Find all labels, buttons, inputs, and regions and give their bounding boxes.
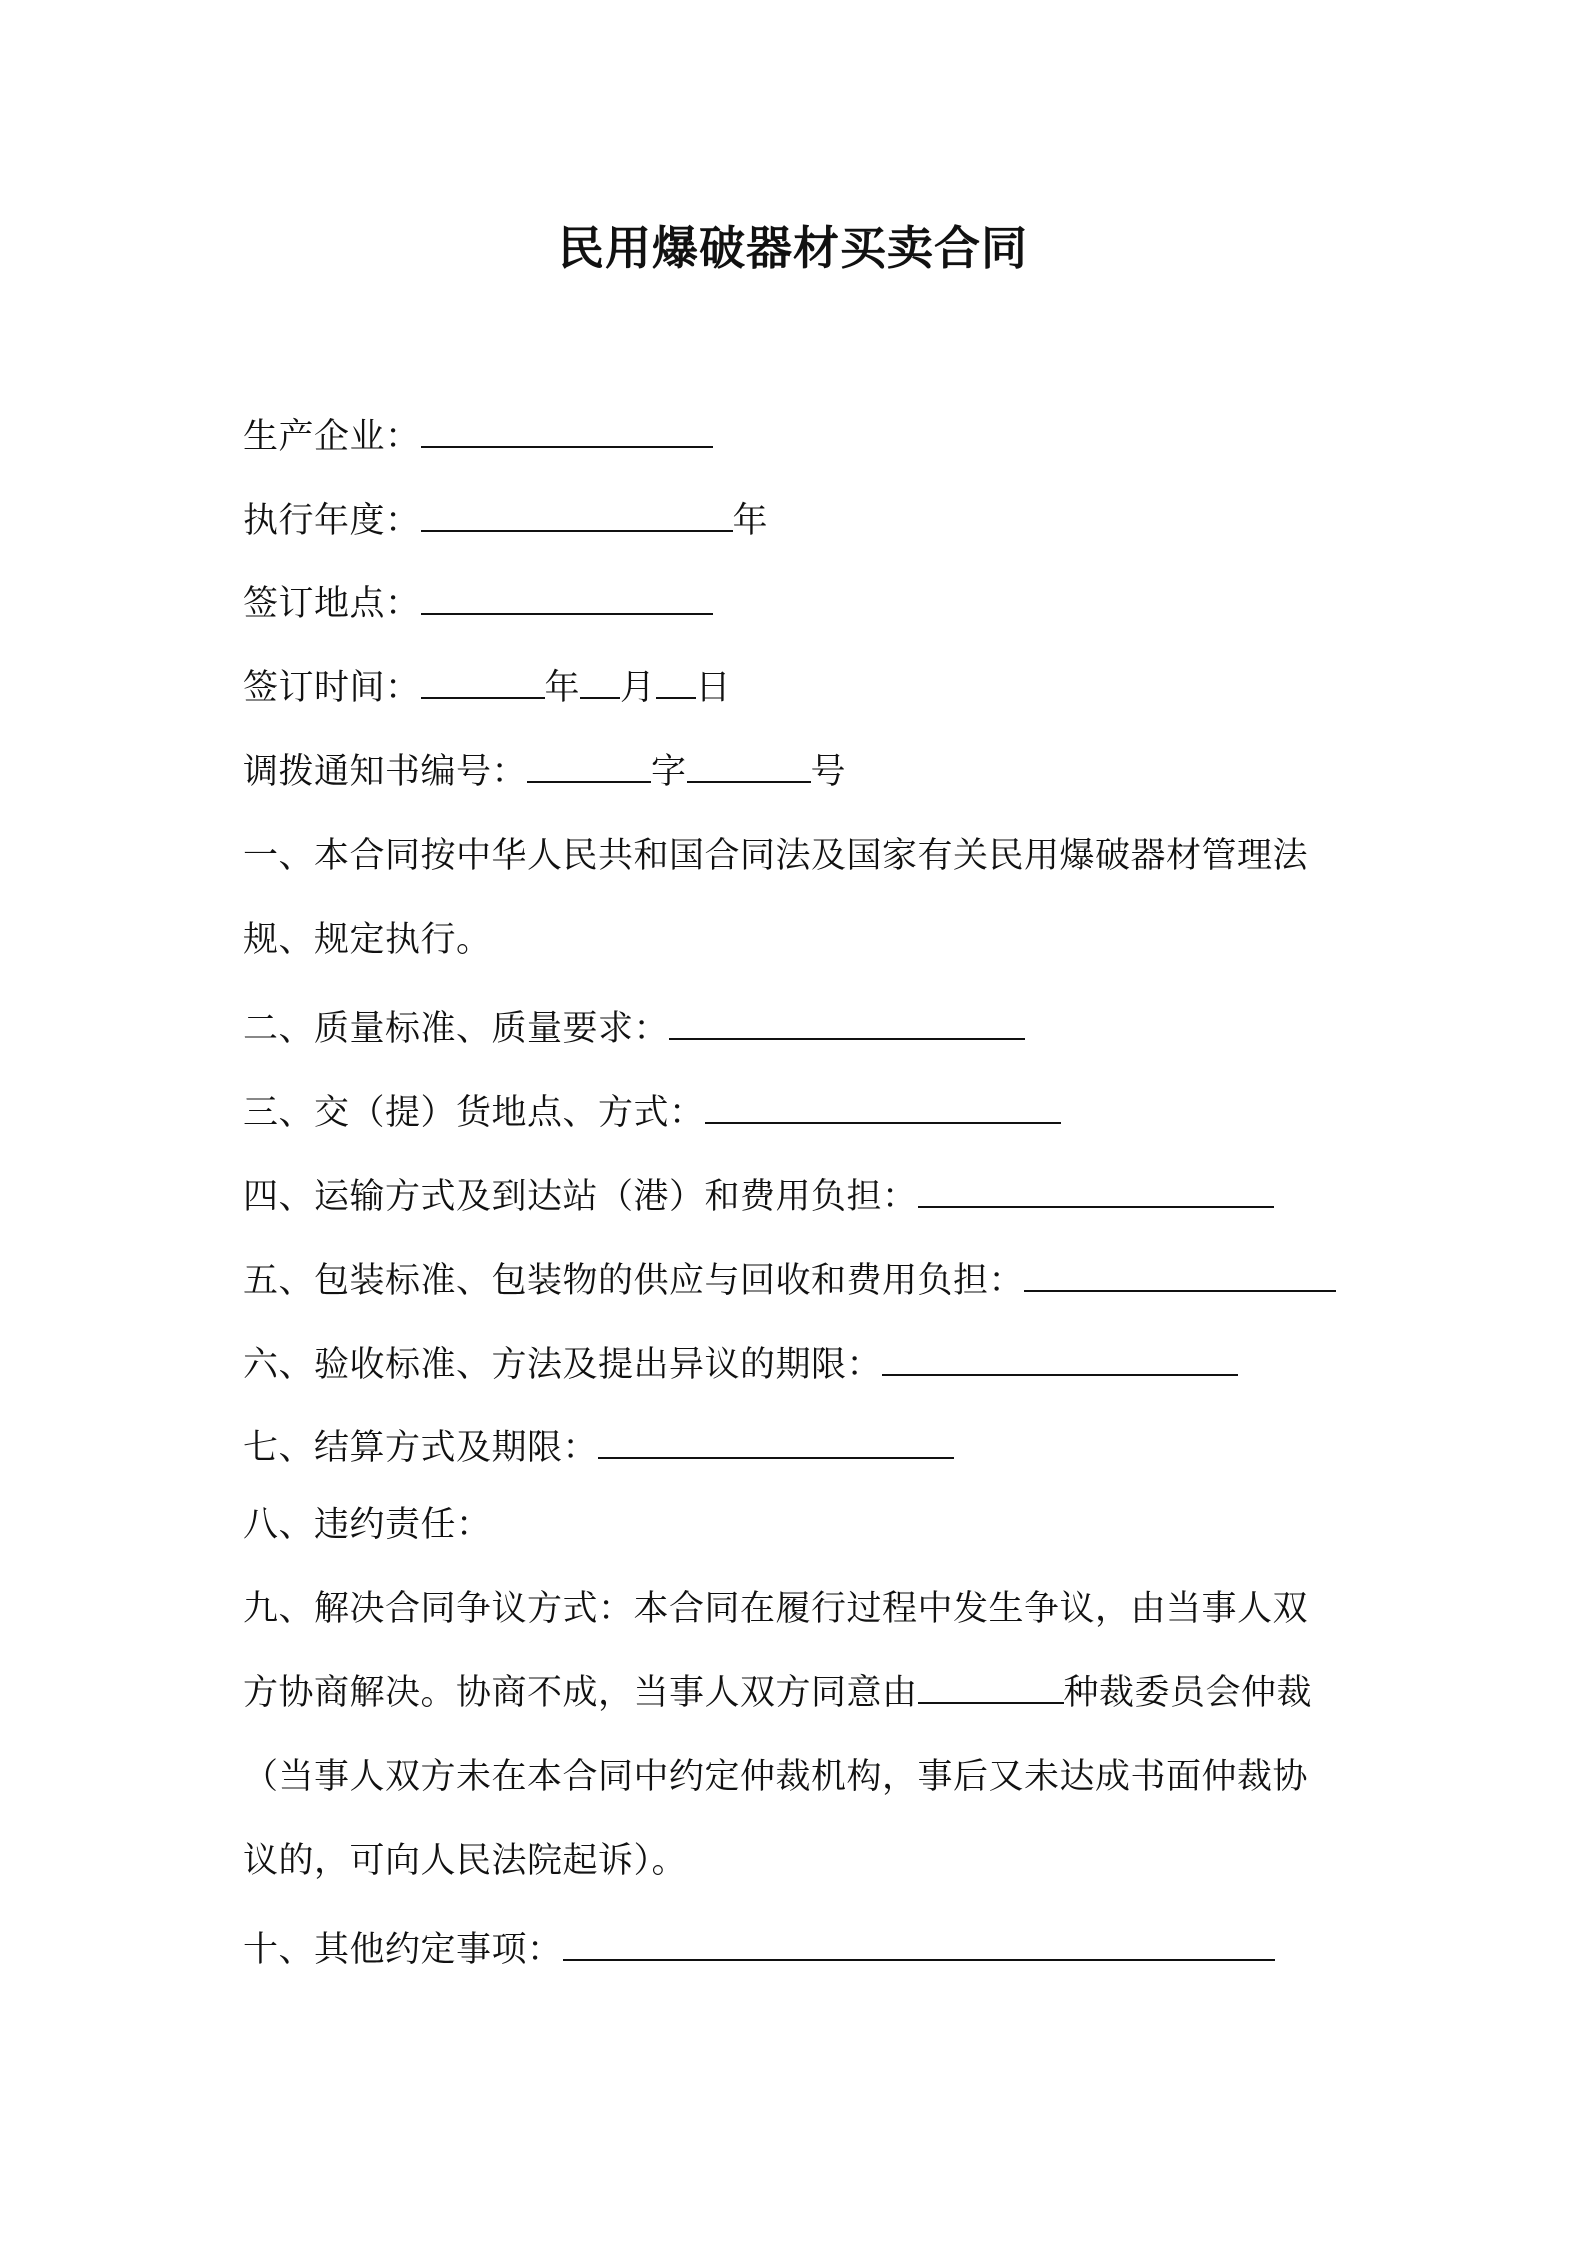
clause-6-blank[interactable] — [882, 1344, 1238, 1376]
field-signing-date-year-unit: 年 — [544, 668, 581, 708]
field-notice-number-word-unit: 字 — [651, 752, 687, 792]
clause-9-line-1: 九、解决合同争议方式：本合同在履行过程中发生争议，由当事人双 — [243, 1589, 1309, 1629]
clause-9-line-2-pre: 方协商解决。协商不成，当事人双方同意由 — [243, 1673, 918, 1713]
clause-9-line-2 — [243, 1669, 1312, 1717]
field-year-label: 执行年度： — [243, 501, 421, 541]
field-notice-number-no-unit: 号 — [810, 752, 847, 792]
clause-4-blank[interactable] — [918, 1176, 1274, 1208]
field-signing-date-month-blank[interactable] — [580, 667, 620, 699]
field-signing-place — [243, 580, 713, 628]
clause-6 — [243, 1341, 1238, 1389]
clause-10-label: 十、其他约定事项： — [243, 1930, 563, 1970]
field-producer-blank[interactable] — [421, 416, 713, 448]
clause-3 — [243, 1089, 1061, 1137]
field-producer — [243, 413, 713, 461]
field-year — [243, 497, 768, 545]
clause-4-label: 四、运输方式及到达站（港）和费用负担： — [243, 1177, 918, 1217]
clause-1-line-1: 一、本合同按中华人民共和国合同法及国家有关民用爆破器材管理法 — [243, 836, 1309, 876]
clause-2-blank[interactable] — [669, 1008, 1025, 1040]
field-notice-number-no-blank[interactable] — [687, 751, 811, 783]
clause-10-blank[interactable] — [563, 1929, 1275, 1961]
clause-7-blank[interactable] — [598, 1427, 954, 1459]
clause-3-label: 三、交（提）货地点、方式： — [243, 1093, 705, 1133]
clause-4 — [243, 1173, 1274, 1221]
field-notice-number-word-blank[interactable] — [527, 751, 651, 783]
clause-5-label: 五、包装标准、包装物的供应与回收和费用负担： — [243, 1261, 1025, 1301]
field-year-suffix: 年 — [732, 501, 769, 541]
clause-9-line-2-post: 种裁委员会仲裁 — [1063, 1673, 1313, 1713]
clause-10 — [243, 1926, 1275, 1974]
clause-5 — [243, 1257, 1336, 1305]
field-signing-place-blank[interactable] — [421, 583, 713, 615]
clause-6-label: 六、验收标准、方法及提出异议的期限： — [243, 1345, 883, 1385]
field-producer-label: 生产企业： — [243, 417, 421, 457]
field-signing-date-year-blank[interactable] — [421, 667, 545, 699]
field-signing-date-day-blank[interactable] — [656, 667, 696, 699]
clause-5-blank[interactable] — [1024, 1260, 1336, 1292]
clause-7-label: 七、结算方式及期限： — [243, 1428, 599, 1468]
field-signing-date-label: 签订时间： — [243, 668, 421, 708]
clause-1-line-2: 规、规定执行。 — [243, 920, 492, 960]
field-signing-date-month-unit: 月 — [620, 668, 656, 708]
document-title: 民用爆破器材买卖合同 — [558, 221, 1028, 275]
field-signing-date-day-unit: 日 — [695, 668, 732, 708]
clause-3-blank[interactable] — [705, 1092, 1061, 1124]
clause-7 — [243, 1424, 954, 1472]
clause-8: 八、违约责任： — [243, 1505, 492, 1545]
clause-9-line-3: （当事人双方未在本合同中约定仲裁机构，事后又未达成书面仲裁协 — [243, 1757, 1309, 1797]
field-notice-number — [243, 748, 846, 796]
clause-2 — [243, 1005, 1025, 1053]
field-signing-date — [243, 664, 731, 712]
clause-9-arbitration-blank[interactable] — [918, 1672, 1064, 1704]
field-signing-place-label: 签订地点： — [243, 584, 421, 624]
field-year-blank[interactable] — [421, 500, 733, 532]
field-notice-number-label: 调拨通知书编号： — [243, 752, 528, 792]
clause-2-label: 二、质量标准、质量要求： — [243, 1009, 670, 1049]
clause-9-line-4: 议的，可向人民法院起诉）。 — [243, 1841, 688, 1881]
